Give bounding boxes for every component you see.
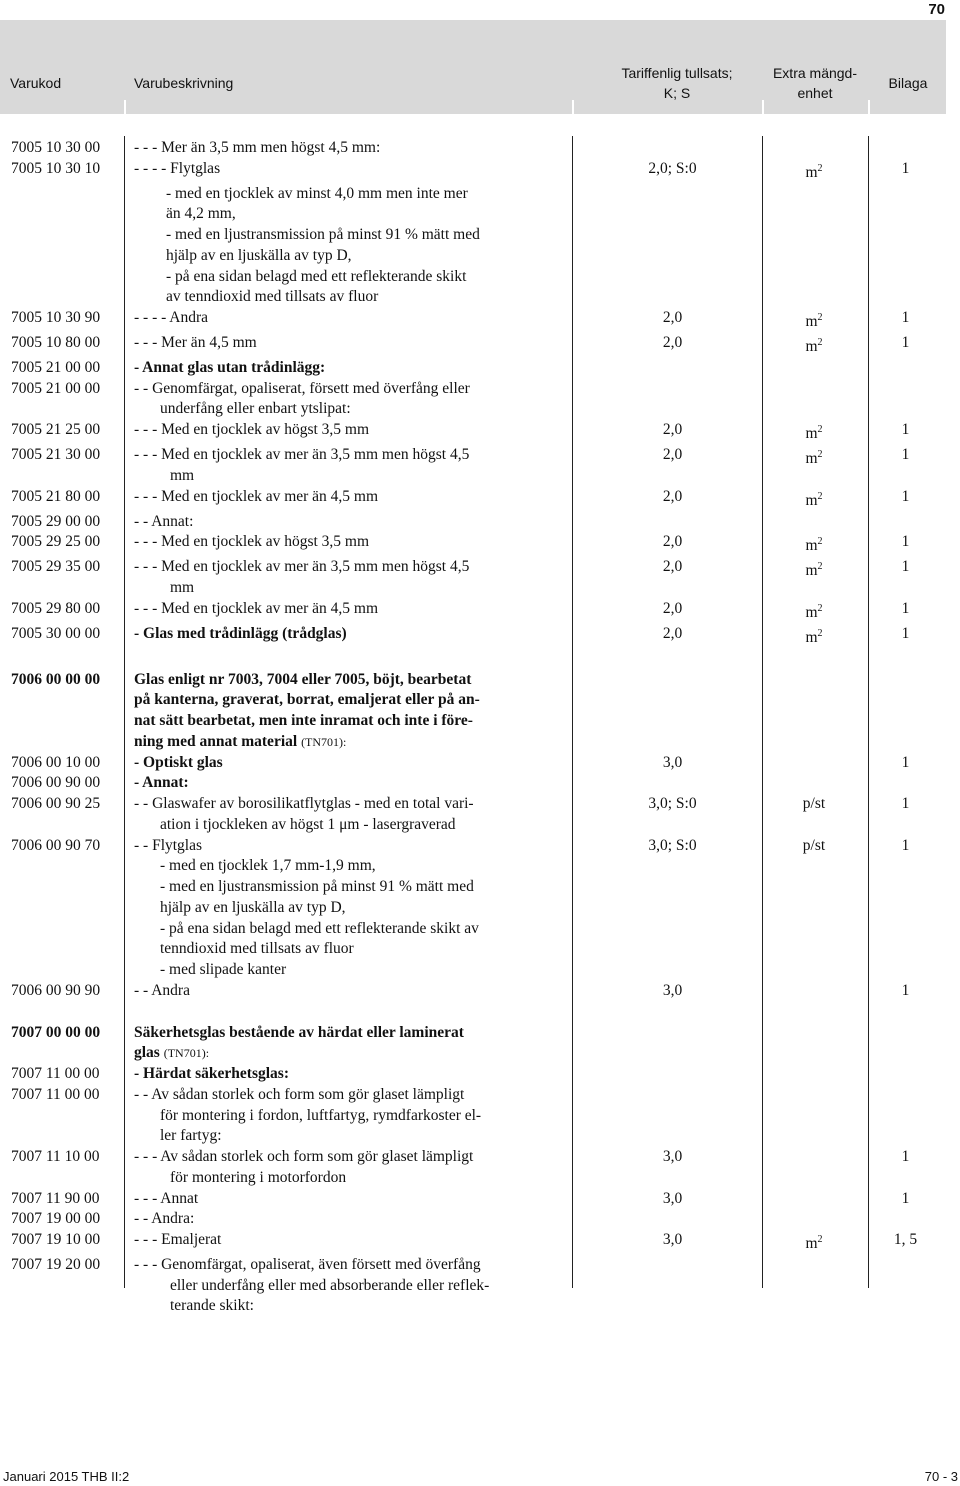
description-line: - - - Med en tjocklek av högst 3,5 mm (134, 421, 370, 439)
unit-exponent: 2 (817, 536, 823, 548)
table-row (0, 487, 960, 512)
item-code: 7007 11 10 00 (11, 1148, 100, 1165)
description-line: - - Annat: (134, 512, 194, 530)
item-code: 7005 30 00 00 (11, 624, 101, 642)
description-line: tenndioxid med tillsats av fluor (160, 940, 354, 958)
appendix-ref: 1 (901, 1189, 910, 1207)
description-line: - på ena sidan belagd med ett reflekterande skikt av (160, 919, 479, 937)
appendix-ref: 1 (901, 446, 910, 464)
item-description (126, 1230, 568, 1251)
header-divider (868, 100, 870, 114)
description-line: - på ena sidan belagd med ett reflekterande skikt (166, 267, 467, 285)
duty-rate: 2,0 (662, 309, 683, 327)
description-line: - - - Med en tjocklek av mer än 3,5 mm men högst 4,5 (134, 558, 470, 576)
unit-text: m (805, 603, 818, 621)
table-row (0, 753, 960, 774)
header-unit (765, 63, 865, 103)
appendix-ref: 1 (901, 159, 910, 177)
description-line: - - Flytglas (134, 836, 203, 854)
tn-reference: (TN701): (163, 1046, 210, 1061)
table-row (0, 159, 960, 184)
item-code: 7005 10 30 10 (11, 159, 101, 177)
supplementary-unit (777, 836, 851, 857)
table-row (0, 557, 960, 599)
description-line: - med en tjocklek 1,7 mm-1,9 mm, (160, 857, 376, 875)
item-code: 7005 21 25 00 (11, 421, 101, 439)
table-row (0, 512, 960, 533)
item-description (126, 794, 568, 836)
unit-text: m (805, 425, 818, 443)
description-line: - - Av sådan storlek och form som gör glaset lämpligt (134, 1085, 465, 1103)
description-line: - med en ljustransmission på minst 91 % mätt med (160, 878, 474, 895)
item-description (126, 557, 568, 599)
table-row (0, 420, 960, 445)
item-code: 7005 10 30 90 (11, 309, 101, 327)
supplementary-unit (777, 532, 851, 557)
description-line: ation i tjockleken av högst 1 μm - lasergraverad (160, 815, 456, 833)
description-line: - - Andra: (134, 1210, 195, 1228)
duty-rate: 2,0 (662, 334, 683, 352)
table-row (0, 1085, 960, 1147)
item-description (126, 445, 568, 487)
unit-exponent: 2 (817, 561, 823, 573)
table-row (0, 624, 960, 649)
description-line: Säkerhetsglas bestående av härdat eller laminerat (134, 1023, 464, 1041)
unit-exponent: 2 (817, 627, 823, 639)
duty-rate: 3,0 (662, 753, 683, 771)
description-line: - - - Annat (134, 1189, 199, 1207)
appendix-ref: 1 (901, 334, 910, 352)
description-line: ler fartyg: (160, 1127, 222, 1145)
unit-exponent: 2 (817, 337, 823, 349)
header-divider (572, 100, 574, 114)
row-spacer (0, 649, 960, 670)
item-description (126, 159, 568, 180)
supplementary-unit (777, 794, 851, 815)
header-appendix: Bilaga (888, 75, 928, 91)
table-row (0, 1064, 960, 1085)
duty-rate: 3,0 (662, 1231, 683, 1248)
table-row (0, 1189, 960, 1210)
item-description (126, 358, 568, 379)
item-description (126, 773, 568, 794)
item-code: 7005 21 30 00 (11, 446, 101, 464)
supplementary-unit (777, 308, 851, 333)
header-unit-line2: enhet (797, 85, 833, 101)
duty-rate: 3,0 (662, 1148, 683, 1165)
header-rate (577, 63, 777, 103)
unit-text: m (805, 628, 818, 646)
description-line: - - Glaswafer av borosilikatflytglas - med en total vari- (134, 795, 474, 812)
item-description (126, 753, 568, 774)
item-description (126, 512, 568, 533)
item-description (126, 308, 568, 329)
description-line: - - - Mer än 3,5 mm men högst 4,5 mm: (134, 139, 381, 156)
table-row (0, 1209, 960, 1230)
description-line: ning med annat material (TN701): (134, 732, 347, 750)
item-code: 7006 00 10 00 (11, 753, 101, 771)
item-description (126, 1209, 568, 1230)
supplementary-unit (777, 333, 851, 358)
table-row (0, 333, 960, 358)
item-code: 7005 10 80 00 (11, 334, 101, 352)
unit-text: m (805, 450, 818, 468)
description-line: för montering i fordon, luftfartyg, rymdfarkoster el- (160, 1106, 482, 1124)
description-line: - - - Mer än 4,5 mm (134, 334, 257, 352)
item-code: 7007 11 00 00 (11, 1085, 100, 1103)
duty-rate: 2,0 (662, 558, 683, 576)
description-line: - - - Med en tjocklek av mer än 4,5 mm (134, 599, 379, 617)
item-code: 7005 29 00 00 (11, 512, 101, 530)
supplementary-unit (777, 445, 851, 470)
description-line: - Annat: (134, 774, 189, 792)
appendix-ref: 1 (901, 309, 910, 327)
unit-text: m (805, 562, 818, 580)
table-row (0, 1023, 960, 1065)
item-code: 7007 11 90 00 (11, 1189, 100, 1207)
description-line: - - - - Andra (134, 309, 209, 327)
item-description (126, 1189, 568, 1210)
description-line: terande skikt: (170, 1297, 254, 1315)
description-line: - - - Emaljerat (134, 1231, 222, 1248)
header-rate-line2: K; S (663, 85, 691, 101)
item-code: 7005 21 00 00 (11, 358, 101, 376)
unit-text: m (805, 537, 818, 555)
duty-rate: 3,0 (662, 1189, 683, 1207)
description-line: än 4,2 mm, (166, 205, 236, 223)
item-description (126, 379, 568, 421)
item-code: 7006 00 90 90 (11, 981, 101, 999)
footer-left: Januari 2015 THB II:2 (3, 1469, 130, 1484)
description-line: av tenndioxid med tillsats av fluor (166, 288, 379, 306)
item-code: 7006 00 90 70 (11, 836, 101, 854)
item-description (126, 333, 568, 354)
table-row (0, 794, 960, 836)
item-description (126, 420, 568, 441)
appendix-ref: 1 (901, 1148, 910, 1165)
appendix-ref: 1 (901, 753, 910, 771)
description-line: - med slipade kanter (160, 961, 287, 978)
duty-rate: 3,0 (662, 981, 683, 999)
item-description (126, 856, 568, 981)
item-code: 7005 21 00 00 (11, 379, 101, 397)
table-row (0, 1255, 960, 1317)
description-line: - - - Genomfärgat, opaliserat, även försett med överfång (134, 1255, 481, 1273)
tn-reference: (TN701): (301, 734, 347, 749)
unit-text: m (805, 491, 818, 509)
item-description (126, 1255, 568, 1317)
header-unit-line1: Extra mängd- (772, 65, 858, 81)
description-line: - - - Med en tjocklek av mer än 3,5 mm men högst 4,5 (134, 446, 470, 464)
duty-rate: 3,0; S:0 (648, 795, 697, 812)
description-line: underfång eller enbart ytslipat: (160, 400, 351, 418)
item-code: 7005 10 30 00 (11, 139, 101, 156)
table-row (0, 856, 960, 981)
duty-rate: 2,0 (662, 446, 683, 464)
description-line: glas (TN701): (134, 1044, 210, 1062)
appendix-ref: 1 (901, 624, 910, 642)
unit-text: p/st (802, 836, 826, 854)
appendix-ref: 1 (901, 836, 910, 854)
unit-text: m (805, 338, 818, 356)
item-code: 7005 29 80 00 (11, 599, 101, 617)
supplementary-unit (777, 557, 851, 582)
description-line: mm (170, 466, 195, 484)
description-line: nat sätt bearbetat, men inte inramat och inte i före- (134, 712, 473, 729)
duty-rate: 2,0 (662, 421, 683, 439)
appendix-ref: 1, 5 (893, 1231, 918, 1248)
description-line: - Optiskt glas (134, 753, 223, 771)
unit-text: m (805, 163, 818, 181)
description-line: mm (170, 578, 195, 596)
duty-rate: 2,0; S:0 (648, 159, 697, 177)
table-row (0, 599, 960, 624)
duty-rate: 2,0 (662, 487, 683, 505)
appendix-ref: 1 (901, 558, 910, 576)
item-code: 7006 00 90 00 (11, 774, 101, 792)
description-line: hjälp av en ljuskälla av typ D, (166, 246, 352, 264)
appendix-ref: 1 (901, 599, 910, 617)
table-row (0, 184, 960, 309)
unit-text: m (805, 313, 818, 331)
unit-text: m (805, 1235, 818, 1253)
unit-exponent: 2 (817, 162, 823, 174)
row-spacer (0, 1002, 960, 1023)
unit-exponent: 2 (817, 602, 823, 614)
description-line: eller underfång eller med absorberande eller reflek- (170, 1276, 490, 1294)
item-code: 7007 11 00 00 (11, 1065, 100, 1082)
description-line: - - - Av sådan storlek och form som gör glaset lämpligt (134, 1148, 474, 1165)
description-line: - Glas med trådinlägg (trådglas) (134, 624, 347, 642)
unit-exponent: 2 (817, 1234, 823, 1245)
item-code: 7005 29 35 00 (11, 558, 101, 576)
description-line: på kanterna, graverat, borrat, emaljerat eller på an- (134, 691, 480, 709)
table-row (0, 981, 960, 1002)
table-row (0, 1147, 960, 1189)
unit-exponent: 2 (817, 424, 823, 436)
header-rate-line1: Tariffenlig tullsats; (621, 65, 733, 81)
item-description (126, 670, 568, 753)
table-row (0, 445, 960, 487)
supplementary-unit (777, 1230, 851, 1255)
appendix-ref: 1 (901, 487, 910, 505)
item-code: 7005 21 80 00 (11, 487, 101, 505)
item-description (126, 532, 568, 553)
table-row (0, 532, 960, 557)
unit-text: p/st (802, 795, 826, 812)
item-code: 7005 29 25 00 (11, 533, 101, 551)
item-description (126, 184, 568, 309)
description-line: - - Genomfärgat, opaliserat, försett med överfång eller (134, 379, 470, 397)
unit-exponent: 2 (817, 449, 823, 461)
description-line: - med en ljustransmission på minst 91 % mätt med (166, 226, 480, 244)
appendix-ref: 1 (901, 421, 910, 439)
unit-exponent: 2 (817, 312, 823, 324)
table-row (0, 358, 960, 379)
unit-exponent: 2 (817, 490, 823, 502)
item-description (126, 138, 568, 159)
duty-rate: 3,0; S:0 (648, 836, 697, 854)
table-row (0, 836, 960, 857)
item-description (126, 981, 568, 1002)
item-code: 7006 00 90 25 (11, 795, 101, 812)
item-description (126, 487, 568, 508)
supplementary-unit (777, 420, 851, 445)
table-row (0, 670, 960, 753)
header-divider (124, 100, 126, 114)
table-row (0, 773, 960, 794)
tariff-table-body (0, 138, 960, 1317)
description-line: Glas enligt nr 7003, 7004 eller 7005, böjt, bearbetat (134, 670, 472, 688)
table-row (0, 379, 960, 421)
description-line: - - - - Flytglas (134, 159, 221, 177)
item-description (126, 836, 568, 857)
item-code: 7007 00 00 00 (11, 1023, 101, 1041)
appendix-ref: 1 (901, 533, 910, 551)
page-number: 70 (928, 1, 945, 18)
description-line: hjälp av en ljuskälla av typ D, (160, 898, 346, 916)
description-line: - - - Med en tjocklek av mer än 4,5 mm (134, 487, 379, 505)
description-line: - Härdat säkerhetsglas: (134, 1065, 289, 1082)
supplementary-unit (777, 624, 851, 649)
table-row (0, 1230, 960, 1255)
table-row (0, 138, 960, 159)
item-description (126, 599, 568, 620)
item-description (126, 624, 568, 645)
duty-rate: 2,0 (662, 599, 683, 617)
duty-rate: 2,0 (662, 533, 683, 551)
appendix-ref: 1 (901, 981, 910, 999)
item-description (126, 1147, 568, 1189)
supplementary-unit (777, 159, 851, 184)
footer-right: 70 - 3 (924, 1469, 958, 1484)
description-line: - Annat glas utan trådinlägg: (134, 358, 326, 376)
description-line: - med en tjocklek av minst 4,0 mm men inte mer (166, 184, 468, 202)
item-code: 7007 19 10 00 (11, 1231, 101, 1248)
supplementary-unit (777, 487, 851, 512)
header-code: Varukod (10, 75, 62, 91)
header-description: Varubeskrivning (134, 75, 234, 91)
item-description (126, 1064, 568, 1085)
item-code: 7007 19 20 00 (11, 1255, 101, 1273)
item-description (126, 1023, 568, 1065)
description-line: för montering i motorfordon (170, 1168, 347, 1186)
item-description (126, 1085, 568, 1147)
description-line: - - Andra (134, 981, 190, 999)
item-code: 7006 00 00 00 (11, 670, 101, 688)
item-code: 7007 19 00 00 (11, 1210, 101, 1228)
description-line: - - - Med en tjocklek av högst 3,5 mm (134, 533, 370, 551)
duty-rate: 2,0 (662, 624, 683, 642)
table-row (0, 308, 960, 333)
appendix-ref: 1 (901, 795, 910, 812)
supplementary-unit (777, 599, 851, 624)
